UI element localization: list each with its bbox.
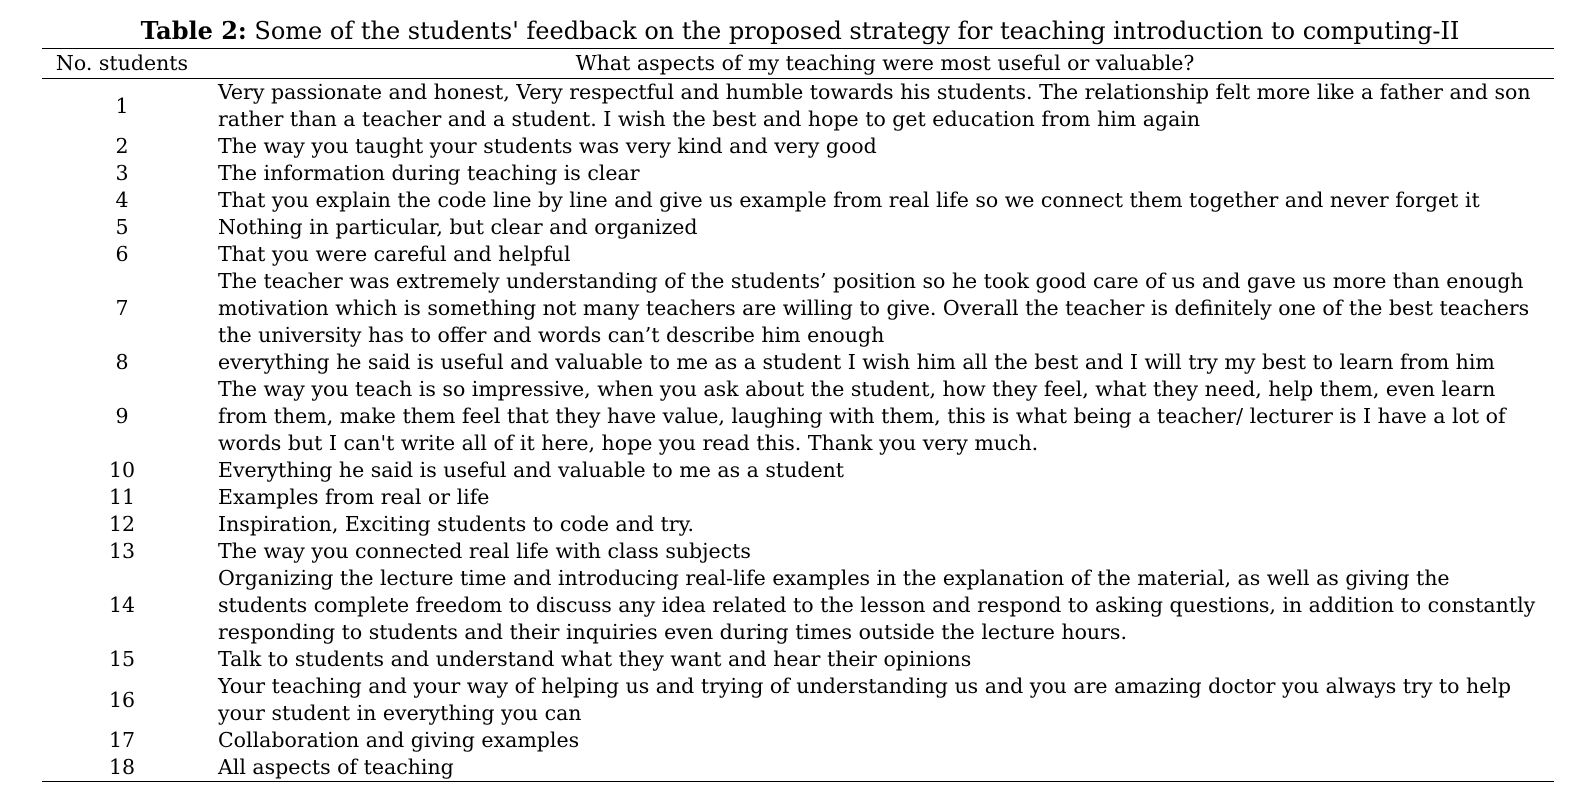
header-feedback: What aspects of my teaching were most useful or valuable? (202, 49, 1554, 79)
feedback-cell: Collaboration and giving examples (218, 728, 580, 752)
table-body (42, 79, 1554, 782)
feedback-cell: That you were careful and helpful (218, 242, 571, 266)
feedback-cell: Inspiration, Exciting students to code and try. (218, 512, 694, 536)
feedback-cell: All aspects of teaching (202, 754, 1554, 782)
feedback-cell: The way you taught your students was very kind and very good (218, 134, 877, 158)
student-number-cell: 14 (108, 593, 136, 617)
table-row (42, 754, 1554, 782)
table-row (42, 160, 1554, 187)
table-row (42, 457, 1554, 484)
student-number-cell: 11 (108, 485, 136, 509)
table-caption (0, 14, 1581, 48)
feedback-cell: everything he said is useful and valuable to me as a student I wish him all the best and I will try my best to learn from him (218, 350, 1495, 374)
table-row (42, 511, 1554, 538)
feedback-cell: The way you teach is so impressive, when you ask about the student, how they feel, what they need, help them, even learn from them, make them feel that they have value, laughing with them, this is what being a teacher/ lecturer is I have a lot of words but I can't write all of it here, hope you read this. Thank you very much. (218, 377, 1506, 455)
feedback-cell: The information during teaching is clear (218, 161, 640, 185)
table-row (42, 646, 1554, 673)
table-row (42, 79, 1554, 134)
student-number-cell: 4 (115, 188, 129, 212)
table-row (42, 565, 1554, 646)
feedback-cell: Your teaching and your way of helping us and trying of understanding us and you are amazing doctor you always try to help your student in everything you can (218, 674, 1512, 725)
table-row (42, 133, 1554, 160)
header-student-number: No. students (42, 49, 202, 79)
table-row (42, 538, 1554, 565)
feedback-cell: Everything he said is useful and valuable to me as a student (218, 458, 845, 482)
table-row (42, 268, 1554, 349)
student-number-cell: 9 (115, 404, 129, 428)
student-number-cell: 8 (115, 350, 129, 374)
table-row (42, 484, 1554, 511)
student-number-cell: 18 (42, 754, 202, 782)
student-number-cell: 16 (108, 687, 136, 712)
table-header-row (42, 49, 1554, 79)
table-row (42, 376, 1554, 457)
table-row (42, 727, 1554, 754)
feedback-table (42, 48, 1554, 782)
feedback-cell: Examples from real or life (218, 485, 490, 509)
student-number-cell: 5 (115, 215, 129, 239)
student-number-cell: 2 (115, 134, 129, 158)
feedback-cell: Nothing in particular, but clear and organized (218, 215, 698, 239)
table-caption-text: Some of the students' feedback on the proposed strategy for teaching introduction to computing-II (246, 17, 1460, 45)
table-row (42, 214, 1554, 241)
student-number-cell: 3 (115, 161, 129, 185)
table-row (42, 349, 1554, 376)
student-number-cell: 13 (108, 539, 136, 563)
student-number-cell: 10 (108, 458, 136, 482)
feedback-cell: Organizing the lecture time and introducing real-life examples in the explanation of the material, as well as giving the students complete freedom to discuss any idea related to the lesson and respond to asking questions, in addition to constantly responding to students and their inquiries even during times outside the lecture hours. (218, 566, 1536, 644)
student-number-cell: 6 (115, 242, 129, 266)
table-row (42, 241, 1554, 268)
table-row (42, 187, 1554, 214)
student-number-cell: 7 (115, 296, 129, 320)
student-number-cell: 12 (108, 512, 136, 536)
student-number-cell: 15 (108, 647, 136, 671)
feedback-cell: Talk to students and understand what they want and hear their opinions (218, 647, 972, 671)
feedback-cell: The teacher was extremely understanding of the students’ position so he took good care of us and gave us more than enough motivation which is something not many teachers are willing to give. Overall the teacher is definitely one of the best teachers the university has to offer and words can’t describe him enough (218, 269, 1530, 347)
feedback-cell: That you explain the code line by line and give us example from real life so we connect them together and never forget it (218, 188, 1480, 212)
student-number-cell: 1 (115, 93, 129, 118)
table-row (42, 673, 1554, 727)
student-number-cell: 17 (108, 728, 136, 752)
table-caption-label: Table 2: (140, 16, 247, 45)
feedback-cell: Very passionate and honest, Very respectful and humble towards his students. The relationship felt more like a father and son rather than a teacher and a student. I wish the best and hope to get education from him again (218, 80, 1531, 131)
feedback-cell: The way you connected real life with class subjects (218, 539, 751, 563)
